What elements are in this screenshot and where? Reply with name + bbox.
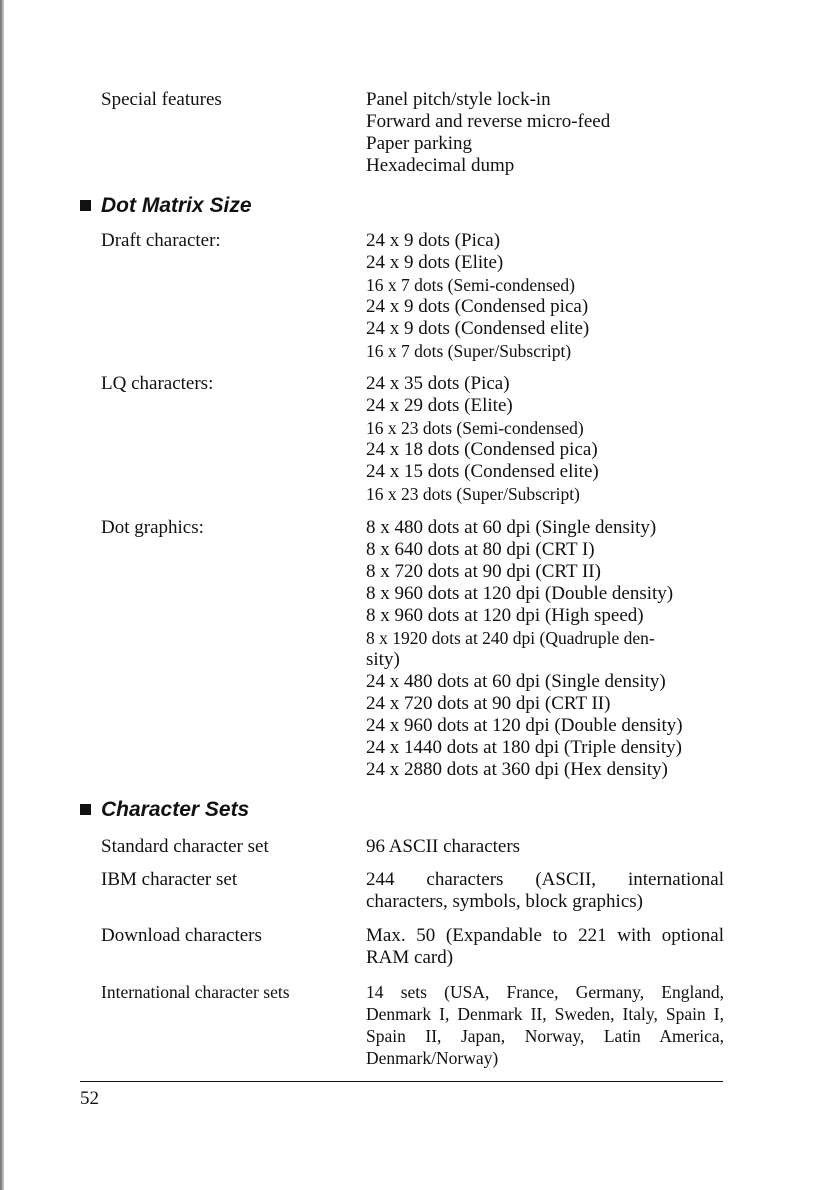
spec-value: 14 sets (USA, France, Germany, England, Denmark I, Denmark II, Sweden, Italy, Spain I, Spain II, Japan, Norway, Latin America, Denmark/Norway) [366, 982, 724, 1068]
spec-value-line: 16 x 7 dots (Super/Subscript) [366, 341, 572, 361]
spec-value-line: 24 x 18 dots (Condensed pica) [366, 439, 598, 460]
spec-value-line: 16 x 23 dots (Super/Subscript) [366, 484, 580, 504]
spec-label: Draft character: [101, 230, 221, 251]
spec-value-line: 24 x 9 dots (Condensed elite) [366, 318, 590, 339]
section-title: Character Sets [101, 798, 250, 821]
spec-label: International character sets [101, 982, 290, 1002]
spec-value-line: sity) [366, 649, 400, 670]
spec-label: Standard character set [101, 836, 269, 857]
spec-label: Dot graphics: [101, 517, 204, 538]
spec-values [366, 373, 726, 505]
spec-value-line: 8 x 960 dots at 120 dpi (Double density) [366, 583, 674, 604]
spec-value-line: 8 x 640 dots at 80 dpi (CRT I) [366, 539, 595, 560]
spec-value-line: 24 x 9 dots (Condensed pica) [366, 296, 589, 317]
spec-value-line: Forward and reverse micro-feed [366, 111, 611, 132]
spec-value: 96 ASCII characters [366, 836, 521, 857]
spec-value-line: Paper parking [366, 133, 473, 154]
spec-value-line: 24 x 720 dots at 90 dpi (CRT II) [366, 693, 611, 714]
spec-value-line: 24 x 35 dots (Pica) [366, 373, 510, 394]
spec-value-line: 8 x 960 dots at 120 dpi (High speed) [366, 605, 644, 626]
spec-value-line: 24 x 960 dots at 120 dpi (Double density) [366, 715, 683, 736]
spec-values [366, 517, 726, 781]
spec-value-line: 24 x 9 dots (Elite) [366, 252, 504, 273]
spec-values [366, 230, 726, 362]
spec-value-line: 24 x 480 dots at 60 dpi (Single density) [366, 671, 666, 692]
spec-value-line: 16 x 7 dots (Semi-condensed) [366, 275, 575, 295]
spec-value-line: 24 x 29 dots (Elite) [366, 395, 513, 416]
spec-value: Max. 50 (Expandable to 221 with optional RAM card) [366, 925, 724, 968]
spec-value-line: 8 x 720 dots at 90 dpi (CRT II) [366, 561, 601, 582]
spec-value-line: 24 x 9 dots (Pica) [366, 230, 501, 251]
square-bullet-icon [80, 200, 91, 211]
spec-label: LQ characters: [101, 373, 214, 394]
square-bullet-icon [80, 804, 91, 815]
spec-value-line: 8 x 1920 dots at 240 dpi (Quadruple den- [366, 628, 655, 648]
spec-value-line: 8 x 480 dots at 60 dpi (Single density) [366, 517, 657, 538]
spec-value-line: Panel pitch/style lock-in [366, 89, 551, 110]
section-heading-dot-matrix [80, 194, 252, 218]
spec-label: Special features [101, 89, 222, 110]
spec-value-line: 24 x 1440 dots at 180 dpi (Triple density) [366, 737, 682, 758]
spec-values [366, 89, 726, 177]
section-title: Dot Matrix Size [101, 194, 252, 217]
spec-value-line: 16 x 23 dots (Semi-condensed) [366, 418, 584, 438]
spec-label: IBM character set [101, 869, 238, 890]
spec-value-line: Hexadecimal dump [366, 155, 515, 176]
spec-value: 244 characters (ASCII, international characters, symbols, block graphics) [366, 869, 724, 912]
spec-value-line: 24 x 2880 dots at 360 dpi (Hex density) [366, 759, 668, 780]
footer-rule [80, 1081, 723, 1082]
page-number: 52 [80, 1088, 99, 1109]
spec-value-line: 24 x 15 dots (Condensed elite) [366, 461, 599, 482]
section-heading-character-sets [80, 798, 249, 822]
spec-label: Download characters [101, 925, 262, 946]
